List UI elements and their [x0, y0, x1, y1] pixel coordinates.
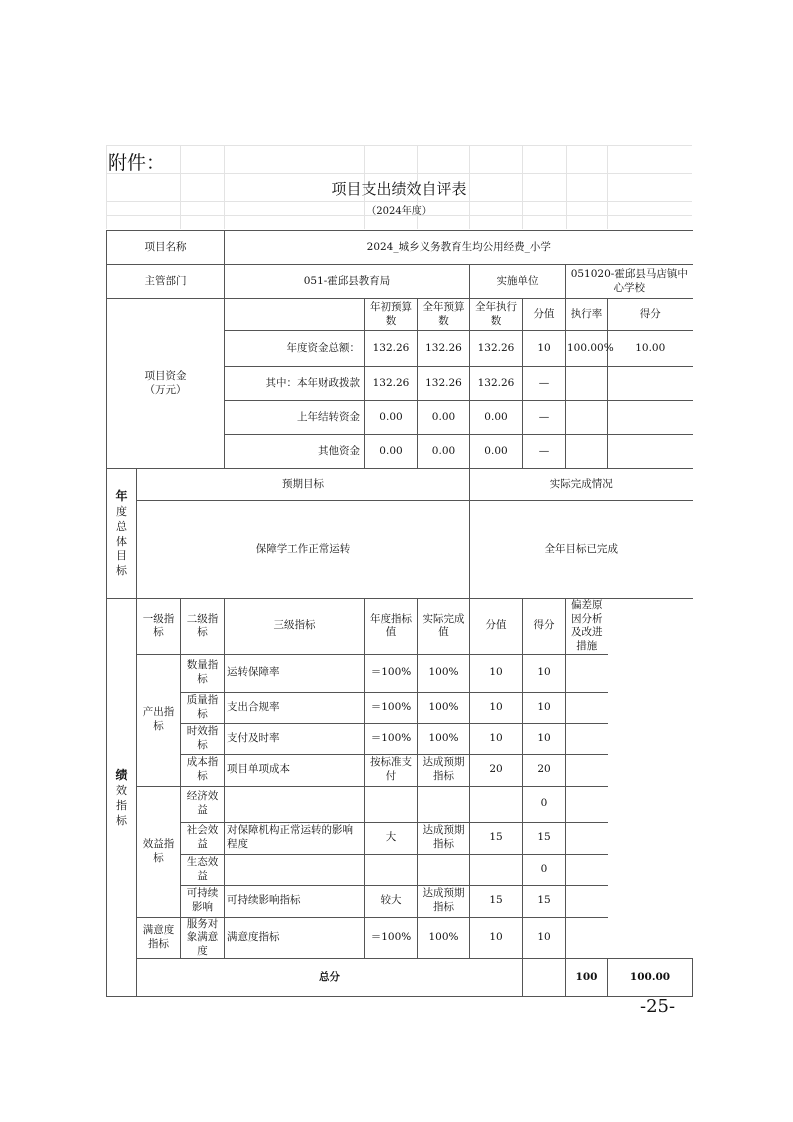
level2-cell: 社会效益 — [181, 822, 225, 854]
project-name: 2024_城乡义务教育生均公用经费_小学 — [225, 231, 693, 265]
ind-header-level1: 一级指标 — [137, 599, 181, 655]
score-cell: 10 — [523, 654, 566, 692]
note-cell — [566, 654, 608, 692]
target-cell: ＝100% — [365, 723, 418, 754]
funds-score-value: 10 — [523, 331, 566, 367]
funds-initial: 0.00 — [365, 401, 418, 435]
actual-cell: 达成预期指标 — [418, 885, 470, 917]
col-header-score: 得分 — [608, 299, 693, 331]
funds-initial: 0.00 — [365, 435, 418, 469]
score-cell: 15 — [523, 885, 566, 917]
level3-cell: 运转保障率 — [225, 654, 365, 692]
funds-annual: 132.26 — [418, 331, 470, 367]
actual-cell: 100% — [418, 723, 470, 754]
total-value: 100 — [566, 959, 608, 997]
level1-benefit: 效益指标 — [137, 786, 181, 917]
actual-cell: 100% — [418, 692, 470, 723]
indicator-row — [107, 822, 693, 854]
page-number: -25- — [640, 996, 676, 1017]
score-cell: 20 — [523, 754, 566, 786]
funds-score-value: — — [523, 435, 566, 469]
level2-cell: 时效指标 — [181, 723, 225, 754]
impl-value: 051020-霍邱县马店镇中心学校 — [566, 265, 693, 299]
ind-header-value: 分值 — [470, 599, 523, 655]
project-name-label: 项目名称 — [107, 231, 225, 265]
note-cell — [566, 822, 608, 854]
indicator-row — [107, 786, 693, 822]
level3-cell: 支出合规率 — [225, 692, 365, 723]
funds-blank-header — [225, 299, 365, 331]
level2-cell: 服务对象满意度 — [181, 917, 225, 959]
note-cell — [566, 917, 608, 959]
value-cell: 15 — [470, 885, 523, 917]
indicators-label-rest: 效指标 — [116, 783, 127, 827]
target-cell: ＝100% — [365, 692, 418, 723]
value-cell: 15 — [470, 822, 523, 854]
funds-rate — [566, 401, 608, 435]
funds-executed: 132.26 — [470, 367, 523, 401]
level1-satisfaction: 满意度指标 — [137, 917, 181, 959]
score-cell: 10 — [523, 723, 566, 754]
ind-header-level3: 三级指标 — [225, 599, 365, 655]
actual-cell: 达成预期指标 — [418, 822, 470, 854]
actual-cell: 100% — [418, 917, 470, 959]
ind-header-score: 得分 — [523, 599, 566, 655]
ind-header-target: 年度指标值 — [365, 599, 418, 655]
funds-rate — [566, 367, 608, 401]
target-cell: 较大 — [365, 885, 418, 917]
total-blank — [523, 959, 566, 997]
level3-cell: 项目单项成本 — [225, 754, 365, 786]
value-cell — [470, 786, 523, 822]
goals-label-first: 年 — [115, 488, 128, 503]
col-header-initial: 年初预算数 — [365, 299, 418, 331]
indicator-row — [107, 854, 693, 885]
actual-goal: 全年目标已完成 — [470, 501, 693, 599]
ind-header-note: 偏差原因分析及改进措施 — [566, 599, 608, 655]
indicators-label-first: 绩 — [115, 768, 128, 783]
page-title: 项目支出绩效自评表 — [331, 180, 467, 198]
funds-rate: 100.00% — [566, 331, 608, 367]
funds-score-value: — — [523, 401, 566, 435]
funds-annual: 0.00 — [418, 435, 470, 469]
level3-cell — [225, 854, 365, 885]
indicator-row — [107, 917, 693, 959]
value-cell: 10 — [470, 654, 523, 692]
report-year: （2024年度） — [366, 206, 432, 217]
impl-label: 实施单位 — [470, 265, 566, 299]
target-cell: ＝100% — [365, 917, 418, 959]
funds-rate — [566, 435, 608, 469]
funds-score-value: — — [523, 367, 566, 401]
note-cell — [566, 692, 608, 723]
actual-cell: 达成预期指标 — [418, 754, 470, 786]
level2-cell: 成本指标 — [181, 754, 225, 786]
total-score: 100.00 — [608, 959, 693, 997]
indicator-row — [107, 754, 693, 786]
col-header-score-value: 分值 — [523, 299, 566, 331]
actual-cell: 100% — [418, 654, 470, 692]
note-cell — [566, 754, 608, 786]
target-cell — [365, 786, 418, 822]
level3-cell: 可持续影响指标 — [225, 885, 365, 917]
dept-label: 主管部门 — [107, 265, 225, 299]
level3-cell: 支付及时率 — [225, 723, 365, 754]
goals-label-rest: 度总体目标 — [116, 504, 127, 578]
funds-score — [608, 401, 693, 435]
score-cell: 10 — [523, 692, 566, 723]
value-cell: 20 — [470, 754, 523, 786]
actual-cell — [418, 786, 470, 822]
funds-initial: 132.26 — [365, 331, 418, 367]
funds-executed: 0.00 — [470, 435, 523, 469]
funds-label — [107, 299, 225, 469]
funds-label-text: 项目资金 — [144, 369, 187, 382]
funds-executed: 132.26 — [470, 331, 523, 367]
dept-value: 051-霍邱县教育局 — [225, 265, 470, 299]
level2-cell: 质量指标 — [181, 692, 225, 723]
level3-cell — [225, 786, 365, 822]
funds-annual: 0.00 — [418, 401, 470, 435]
level2-cell: 可持续影响 — [181, 885, 225, 917]
score-cell: 10 — [523, 917, 566, 959]
col-header-executed: 全年执行数 — [470, 299, 523, 331]
level3-cell: 满意度指标 — [225, 917, 365, 959]
expected-goal-header: 预期目标 — [137, 469, 470, 501]
level2-cell: 经济效益 — [181, 786, 225, 822]
total-label: 总分 — [137, 959, 523, 997]
value-cell: 10 — [470, 692, 523, 723]
ind-header-actual: 实际完成值 — [418, 599, 470, 655]
indicators-label — [107, 599, 137, 997]
funds-executed: 0.00 — [470, 401, 523, 435]
value-cell: 10 — [470, 917, 523, 959]
note-cell — [566, 854, 608, 885]
col-header-annual: 全年预算数 — [418, 299, 470, 331]
funds-row-label: 其他资金 — [225, 435, 365, 469]
funds-unit: （万元） — [144, 383, 187, 396]
funds-score: 10.00 — [608, 331, 693, 367]
level3-cell: 对保障机构正常运转的影响程度 — [225, 822, 365, 854]
performance-table — [106, 230, 693, 997]
value-cell: 10 — [470, 723, 523, 754]
funds-annual: 132.26 — [418, 367, 470, 401]
col-header-rate: 执行率 — [566, 299, 608, 331]
indicator-row — [107, 654, 693, 692]
funds-initial: 132.26 — [365, 367, 418, 401]
funds-row-label: 其中：本年财政拨款 — [225, 367, 365, 401]
indicator-row — [107, 692, 693, 723]
target-cell: 按标准支付 — [365, 754, 418, 786]
actual-cell — [418, 854, 470, 885]
goals-label — [107, 469, 137, 599]
score-cell: 15 — [523, 822, 566, 854]
score-cell: 0 — [523, 786, 566, 822]
target-cell: 大 — [365, 822, 418, 854]
funds-row-label: 年度资金总额： — [225, 331, 365, 367]
note-cell — [566, 885, 608, 917]
level2-cell: 生态效益 — [181, 854, 225, 885]
target-cell — [365, 854, 418, 885]
indicator-row — [107, 885, 693, 917]
level2-cell: 数量指标 — [181, 654, 225, 692]
funds-score — [608, 367, 693, 401]
note-cell — [566, 723, 608, 754]
expected-goal: 保障学工作正常运转 — [137, 501, 470, 599]
score-cell: 0 — [523, 854, 566, 885]
funds-row-label: 上年结转资金 — [225, 401, 365, 435]
actual-goal-header: 实际完成情况 — [470, 469, 693, 501]
ind-header-level2: 二级指标 — [181, 599, 225, 655]
value-cell — [470, 854, 523, 885]
funds-score — [608, 435, 693, 469]
attachment-label: 附件： — [108, 152, 166, 174]
target-cell: ＝100% — [365, 654, 418, 692]
note-cell — [566, 786, 608, 822]
level1-output: 产出指标 — [137, 654, 181, 786]
indicator-row — [107, 723, 693, 754]
